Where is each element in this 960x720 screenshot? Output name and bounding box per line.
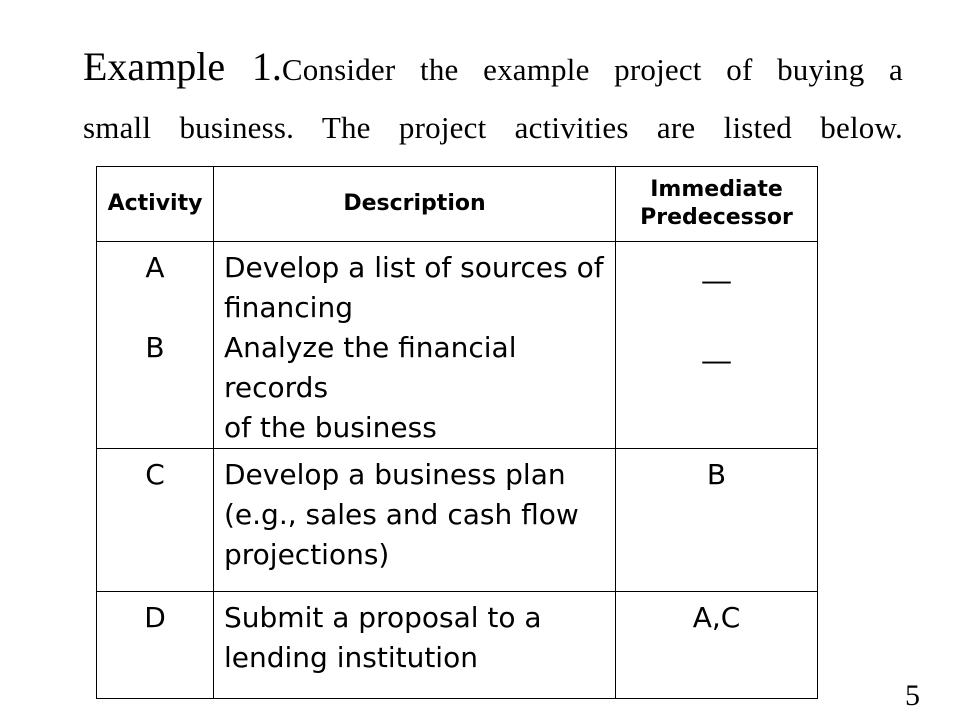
description-line: lending institution (224, 641, 478, 674)
activity-id: C (145, 458, 165, 491)
activity-id-cell (97, 449, 214, 592)
activity-table (96, 166, 818, 699)
column-header-activity: Activity (97, 167, 214, 242)
description-line: Develop a list of sources of (224, 251, 604, 284)
heading-line-2: small business. The project activities are listed below. (83, 110, 903, 145)
slide-number: 5 (905, 679, 920, 712)
table-header-row (97, 167, 818, 242)
activity-id: A (145, 251, 165, 284)
column-header-predecessor: Immediate Predecessor (616, 167, 818, 242)
activity-id-cell (97, 242, 214, 449)
slide-heading (83, 38, 903, 157)
description-line: Develop a business plan (224, 458, 566, 491)
description-line: Submit a proposal to a (224, 601, 542, 634)
predecessor-value: B (706, 458, 727, 491)
predecessor-value: __ (702, 331, 731, 364)
description-line: financing (224, 291, 353, 324)
description-line: projections) (224, 538, 390, 571)
activity-id: B (145, 331, 165, 364)
heading-intro: Consider the example project of buying a (281, 52, 904, 87)
predecessor-cell (616, 242, 818, 449)
predecessor-cell (616, 592, 818, 699)
predecessor-value: A,C (692, 601, 741, 634)
description-line: (e.g., sales and cash flow (224, 498, 579, 531)
activity-id-cell (97, 592, 214, 699)
activity-id: D (144, 601, 166, 634)
activity-description-cell (214, 449, 616, 592)
table-row (97, 242, 818, 449)
table-row (97, 592, 818, 699)
activity-description-cell (214, 242, 616, 449)
table-row (97, 449, 818, 592)
description-line: Analyze the financial records (224, 331, 517, 404)
heading-line-1 (83, 38, 903, 99)
predecessor-cell (616, 449, 818, 592)
column-header-description: Description (214, 167, 616, 242)
activity-description-cell (214, 592, 616, 699)
predecessor-value: __ (702, 251, 731, 284)
description-line: of the business (224, 411, 437, 444)
example-label: Example 1. (83, 44, 282, 89)
